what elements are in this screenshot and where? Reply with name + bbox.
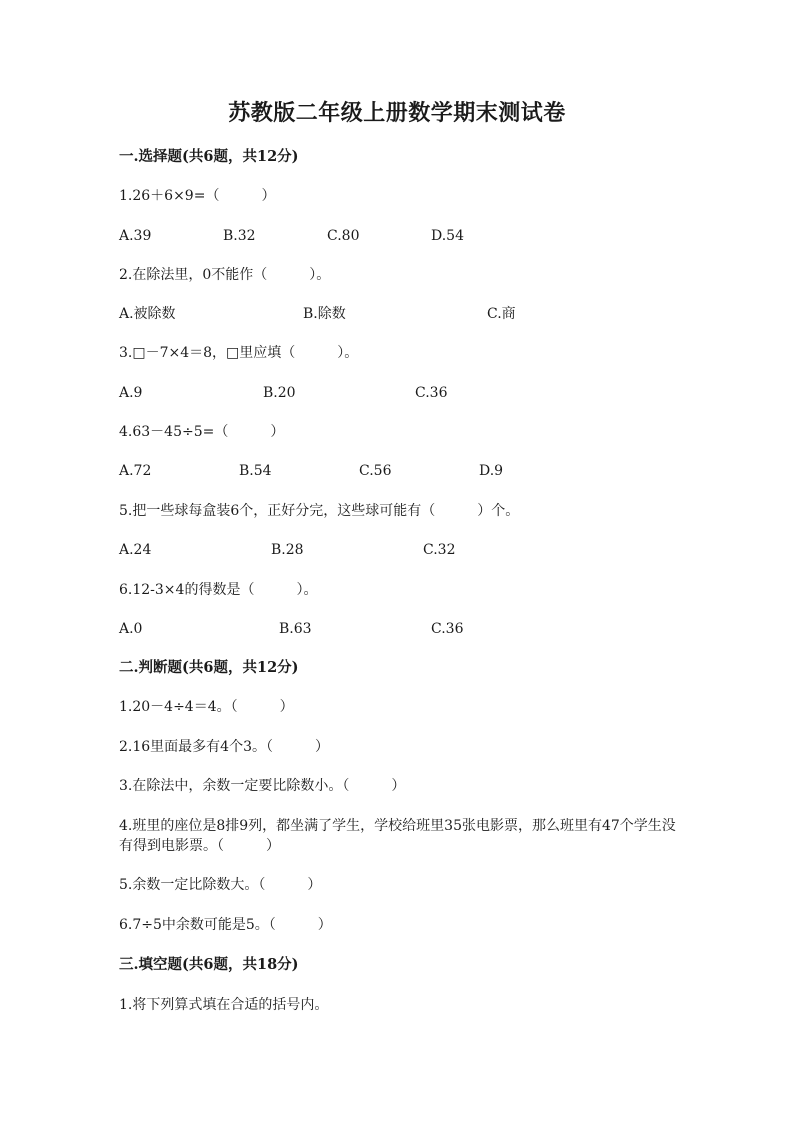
- option-c: C.32: [423, 542, 456, 558]
- option-a: A.72: [119, 463, 152, 479]
- option-b: B.28: [271, 542, 304, 558]
- option-a: A.被除数: [119, 306, 176, 322]
- option-d: D.54: [431, 228, 464, 244]
- question-text: 4.63－45÷5=（ ）: [119, 424, 285, 440]
- option-c: C.56: [359, 463, 392, 479]
- option-b: B.32: [223, 228, 256, 244]
- option-d: D.9: [479, 463, 504, 479]
- question-text: 4.班里的座位是8排9列，都坐满了学生，学校给班里35张电影票，那么班里有47个学生没有得到电影票。（ ）: [119, 818, 676, 854]
- question-text: 2.在除法里，0不能作（ ）。: [119, 267, 331, 283]
- question-text: 1.将下列算式填在合适的括号内。: [119, 997, 329, 1013]
- option-b: B.除数: [303, 306, 346, 322]
- question-text: 1.26＋6×9=（ ）: [119, 188, 276, 204]
- option-b: B.54: [239, 463, 272, 479]
- option-a: A.24: [119, 542, 152, 558]
- option-a: A.9: [119, 385, 143, 401]
- question-text: 3.□－7×4＝8，□里应填（ ）。: [119, 345, 359, 361]
- page-title: 苏教版二年级上册数学期末测试卷: [228, 100, 566, 126]
- option-a: A.0: [119, 621, 143, 637]
- question-text: 6.7÷5中余数可能是5。（ ）: [119, 917, 332, 933]
- question-text: 5.余数一定比除数大。（ ）: [119, 877, 322, 893]
- option-c: C.36: [431, 621, 464, 637]
- section-heading-judge: 二.判断题(共6题，共12分): [119, 659, 299, 676]
- option-b: B.63: [279, 621, 312, 637]
- question-text: 5.把一些球每盒装6个，正好分完，这些球可能有（ ）个。: [119, 503, 520, 519]
- question-text: 1.20－4÷4＝4。（ ）: [119, 699, 294, 715]
- question-text: 3.在除法中，余数一定要比除数小。（ ）: [119, 778, 406, 794]
- section-heading-fill: 三.填空题(共6题，共18分): [119, 956, 299, 973]
- section-heading-choice: 一.选择题(共6题，共12分): [119, 148, 299, 165]
- option-c: C.80: [327, 228, 360, 244]
- option-a: A.39: [119, 228, 152, 244]
- option-b: B.20: [263, 385, 296, 401]
- question-text: 2.16里面最多有4个3。（ ）: [119, 739, 329, 755]
- question-text: 6.12-3×4的得数是（ ）。: [119, 582, 318, 598]
- option-c: C.36: [415, 385, 448, 401]
- option-c: C.商: [487, 306, 516, 322]
